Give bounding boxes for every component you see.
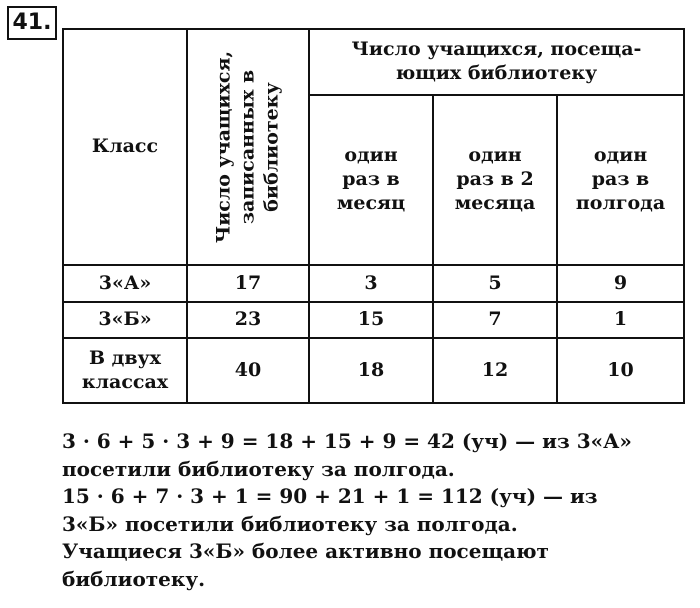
row-halfyear: 10 xyxy=(557,338,684,403)
row-bimonthly: 5 xyxy=(433,265,557,302)
solution-text xyxy=(62,428,687,593)
header-class: Класс xyxy=(63,29,187,265)
solution-line: 3«Б» посетили библиотеку за полгода. xyxy=(62,511,518,536)
row-bimonthly: 12 xyxy=(433,338,557,403)
library-visits-table xyxy=(62,28,685,404)
row-enrolled: 40 xyxy=(187,338,309,403)
header-halfyear: один раз в полгода xyxy=(557,95,684,265)
header-enrolled-text: Число учащихся, записанных в библиотеку xyxy=(212,50,282,244)
solution-line: 3 · 6 + 5 · 3 + 9 = 18 + 15 + 9 = 42 (уч) — из 3«А» xyxy=(62,429,632,453)
header-bimonthly: один раз в 2 месяца xyxy=(433,95,557,265)
solution-line: посетили библиотеку за полгода. xyxy=(62,456,455,481)
row-halfyear: 1 xyxy=(557,302,684,338)
header-monthly: один раз в месяц xyxy=(309,95,433,265)
row-monthly: 18 xyxy=(309,338,433,403)
header-visitors-group: Число учащихся, посеща- ющих библиотеку xyxy=(309,29,684,95)
table-row xyxy=(63,338,684,403)
problem-number: 41. xyxy=(7,6,57,40)
table-row xyxy=(63,302,684,338)
row-class: В двух классах xyxy=(63,338,187,403)
solution-line: Учащиеся 3«Б» более активно посещают xyxy=(62,539,549,563)
row-halfyear: 9 xyxy=(557,265,684,302)
row-monthly: 15 xyxy=(309,302,433,338)
row-class: 3«А» xyxy=(63,265,187,302)
row-enrolled: 23 xyxy=(187,302,309,338)
row-bimonthly: 7 xyxy=(433,302,557,338)
header-enrolled xyxy=(187,29,309,265)
row-enrolled: 17 xyxy=(187,265,309,302)
row-monthly: 3 xyxy=(309,265,433,302)
solution-line: 15 · 6 + 7 · 3 + 1 = 90 + 21 + 1 = 112 (уч) — из xyxy=(62,484,598,508)
row-class: 3«Б» xyxy=(63,302,187,338)
solution-line: библиотеку. xyxy=(62,566,206,591)
table-row xyxy=(63,265,684,302)
